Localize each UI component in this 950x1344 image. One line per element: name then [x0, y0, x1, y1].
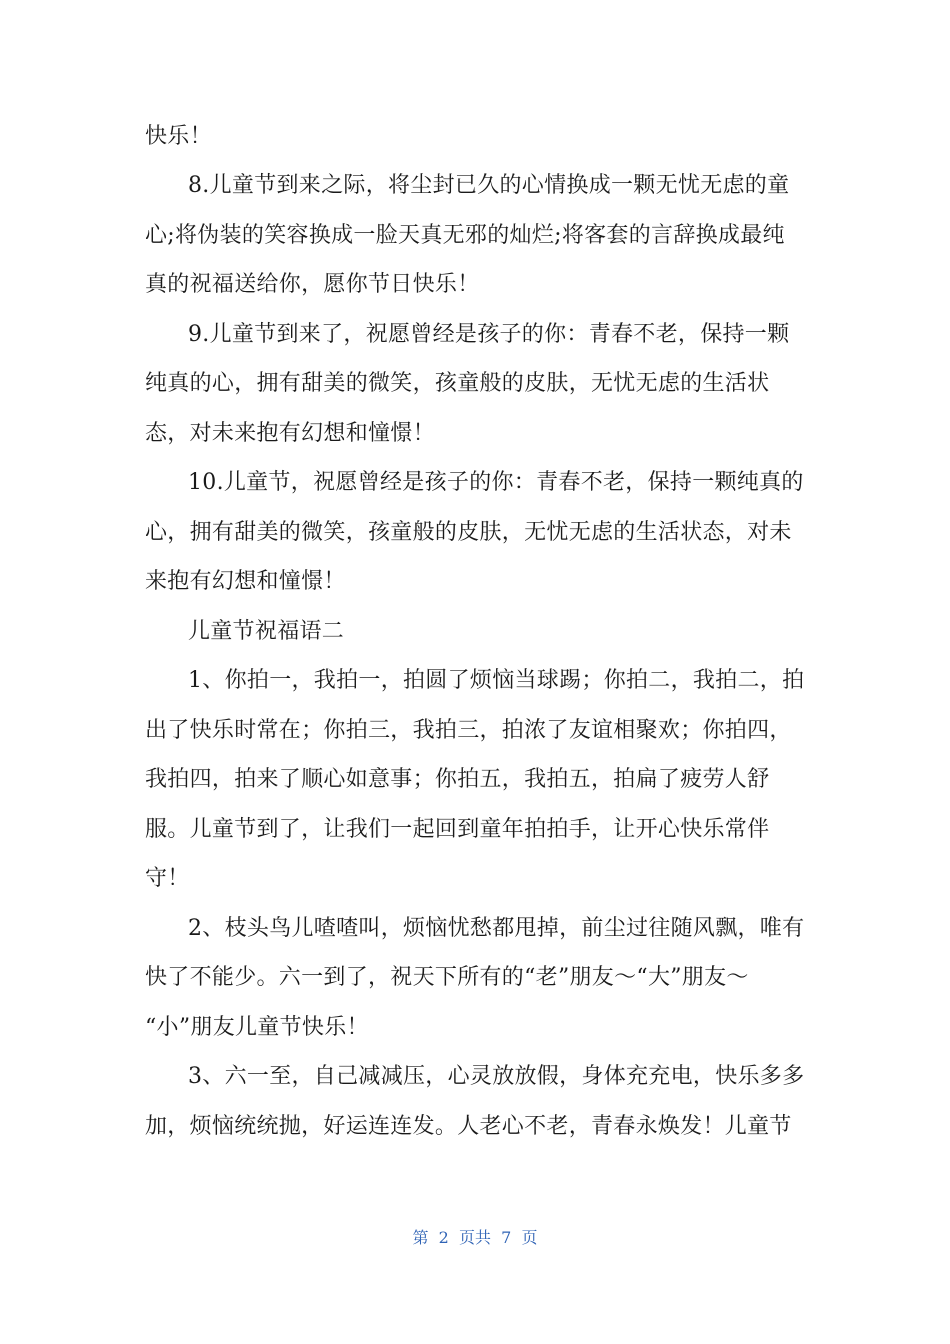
text-line: 来抱有幻想和憧憬！	[145, 569, 346, 594]
text-line: 1、你拍一，我拍一，拍圆了烦恼当球踢；你拍二，我拍二，拍	[188, 668, 805, 693]
text-line: 我拍四，拍来了顺心如意事；你拍五，我拍五，拍扁了疲劳人舒	[145, 767, 770, 792]
text-line: 纯真的心，拥有甜美的微笑，孩童般的皮肤，无忧无虑的生活状	[145, 371, 770, 396]
section-heading: 儿童节祝福语二	[188, 619, 345, 644]
text-line: 心，拥有甜美的微笑，孩童般的皮肤，无忧无虑的生活状态，对未	[145, 520, 792, 545]
text-line: 态，对未来抱有幻想和憧憬！	[145, 421, 435, 446]
text-line: 9.儿童节到来了，祝愿曾经是孩子的你：青春不老，保持一颗	[188, 322, 790, 347]
text-line: 2、枝头鸟儿喳喳叫，烦恼忧愁都甩掉，前尘过往随风飘，唯有	[188, 916, 805, 941]
text-line: 加，烦恼统统抛，好运连连发。人老心不老，青春永焕发！儿童节	[145, 1114, 792, 1139]
text-line: 3、六一至，自己减减压，心灵放放假，身体充充电，快乐多多	[188, 1064, 805, 1089]
page-number-footer: 第 2 页共 7 页	[412, 1228, 538, 1247]
text-line: 守！	[145, 866, 190, 891]
text-line: 10.儿童节，祝愿曾经是孩子的你：青春不老，保持一颗纯真的	[188, 470, 804, 495]
text-line: “小”朋友儿童节快乐！	[145, 1015, 369, 1040]
text-line: 心;将伪装的笑容换成一脸天真无邪的灿烂;将客套的言辞换成最纯	[145, 223, 785, 248]
text-line: 出了快乐时常在；你拍三，我拍三，拍浓了友谊相聚欢；你拍四，	[145, 718, 792, 743]
text-line: 8.儿童节到来之际，将尘封已久的心情换成一颗无忧无虑的童	[188, 173, 790, 198]
text-line: 快乐！	[145, 124, 212, 149]
text-line: 真的祝福送给你，愿你节日快乐！	[145, 272, 480, 297]
text-line: 服。儿童节到了，让我们一起回到童年拍拍手，让开心快乐常伴	[145, 817, 770, 842]
text-line: 快了不能少。六一到了，祝天下所有的“老”朋友～“大”朋友～	[145, 965, 749, 990]
